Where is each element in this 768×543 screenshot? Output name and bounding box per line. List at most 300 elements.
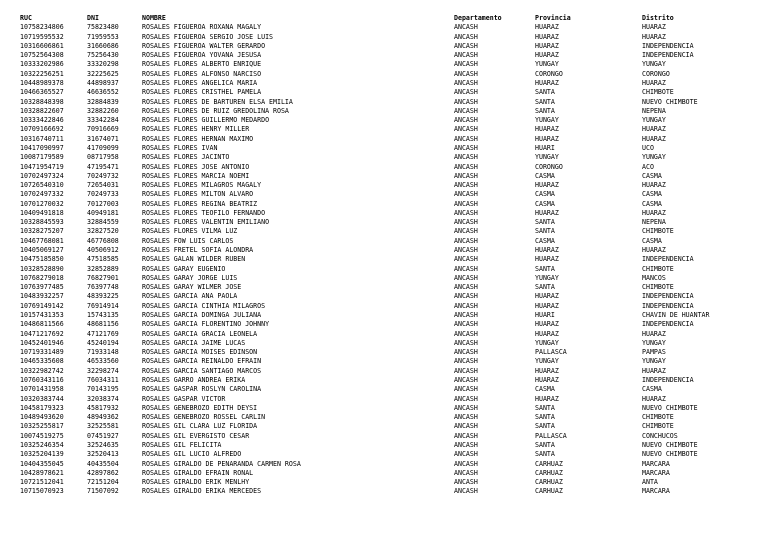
provincia-cell: SANTA xyxy=(535,413,555,422)
ruc-cell: 10489493620 xyxy=(20,413,64,422)
provincia-cell: SANTA xyxy=(535,227,555,236)
ruc-cell: 10709166692 xyxy=(20,125,64,134)
departamento-cell: ANCASH xyxy=(454,422,478,431)
table-row xyxy=(0,292,768,301)
departamento-cell: ANCASH xyxy=(454,41,478,50)
nombre-cell: ROSALES GARCIA GRACIA LEONELA xyxy=(142,329,258,338)
departamento-cell: ANCASH xyxy=(454,51,478,60)
dni-cell: 47518585 xyxy=(87,255,119,264)
ruc-cell: 10328275207 xyxy=(20,227,64,236)
table-row xyxy=(0,163,768,172)
ruc-cell: 10405069127 xyxy=(20,246,64,255)
distrito-cell: HUARAZ xyxy=(642,366,666,375)
dni-cell: 33320298 xyxy=(87,60,119,69)
table-row xyxy=(0,200,768,209)
nombre-cell: ROSALES GIRALDO ERIKA MERCEDES xyxy=(142,487,262,496)
nombre-cell: ROSALES GALAN WILDER RUBEN xyxy=(142,255,246,264)
distrito-cell: INDEPENDENCIA xyxy=(642,292,694,301)
ruc-cell: 10087179589 xyxy=(20,153,64,162)
departamento-cell: ANCASH xyxy=(454,116,478,125)
dni-cell: 71507092 xyxy=(87,487,119,496)
table-row xyxy=(0,88,768,97)
distrito-cell: NUEVO CHIMBOTE xyxy=(642,97,698,106)
nombre-cell: ROSALES GARCIA DOMINGA JULIANA xyxy=(142,311,262,319)
provincia-cell: HUARAZ xyxy=(535,32,559,41)
departamento-cell: ANCASH xyxy=(454,246,478,255)
provincia-cell: SANTA xyxy=(535,422,555,431)
nombre-cell: ROSALES FLORES ALFONSO NARCISO xyxy=(142,69,262,78)
ruc-cell: 10452401946 xyxy=(20,338,64,347)
ruc-cell: 10328528890 xyxy=(20,264,64,273)
ruc-cell: 10157431353 xyxy=(20,311,64,319)
ruc-cell: 10417090997 xyxy=(20,143,64,152)
dni-cell: 40949181 xyxy=(87,208,119,217)
dni-cell: 32884839 xyxy=(87,97,119,106)
distrito-cell: CASMA xyxy=(642,190,662,199)
nombre-cell: ROSALES FLORES ANGELICA MARIA xyxy=(142,78,258,87)
ruc-cell: 10471954719 xyxy=(20,162,64,171)
ruc-cell: 10316606861 xyxy=(20,41,64,50)
nombre-cell: ROSALES GARAY WILMER JOSE xyxy=(142,283,242,292)
provincia-cell: HUARAZ xyxy=(535,134,559,143)
departamento-cell: ANCASH xyxy=(454,311,478,319)
dni-cell: 72151204 xyxy=(87,478,119,487)
provincia-cell: SANTA xyxy=(535,403,555,412)
nombre-cell: ROSALES FLORES VILMA LUZ xyxy=(142,227,238,236)
provincia-cell: PALLASCA xyxy=(535,348,567,357)
distrito-cell: CASMA xyxy=(642,236,662,245)
departamento-cell: ANCASH xyxy=(454,60,478,69)
ruc-cell: 10471217692 xyxy=(20,329,64,338)
dni-cell: 75256430 xyxy=(87,51,119,60)
dni-cell: 32524635 xyxy=(87,440,119,449)
departamento-cell: ANCASH xyxy=(454,227,478,236)
distrito-cell: YUNGAY xyxy=(642,338,666,347)
distrito-cell: CHIMBOTE xyxy=(642,413,674,422)
dni-cell: 70143195 xyxy=(87,385,119,394)
departamento-cell: ANCASH xyxy=(454,181,478,190)
ruc-cell: 10483932257 xyxy=(20,292,64,301)
table-row xyxy=(0,60,768,69)
distrito-cell: CORONGO xyxy=(642,69,670,78)
departamento-cell: ANCASH xyxy=(454,264,478,273)
nombre-cell: ROSALES FLORES TEOFILO FERNANDO xyxy=(142,208,266,217)
nombre-cell: ROSALES GIL CLARA LUZ FLORIDA xyxy=(142,422,258,431)
ruc-cell: 10448989378 xyxy=(20,78,64,87)
dni-cell: 48393225 xyxy=(87,292,119,301)
ruc-cell: 10702497324 xyxy=(20,171,64,180)
provincia-cell: HUARAZ xyxy=(535,255,559,264)
departamento-cell: ANCASH xyxy=(454,190,478,199)
ruc-cell: 10458179323 xyxy=(20,403,64,412)
ruc-cell: 10760343116 xyxy=(20,375,64,384)
nombre-cell: ROSALES GARCIA SANTIAGO MARCOS xyxy=(142,366,262,375)
dni-cell: 71933148 xyxy=(87,348,119,357)
distrito-cell: INDEPENDENCIA xyxy=(642,41,694,50)
table-row xyxy=(0,107,768,116)
departamento-cell: ANCASH xyxy=(454,468,478,477)
departamento-cell: ANCASH xyxy=(454,236,478,245)
ruc-cell: 10333202986 xyxy=(20,60,64,69)
dni-cell: 32525581 xyxy=(87,422,119,431)
dni-cell: 31660686 xyxy=(87,41,119,50)
provincia-cell: CARHUAZ xyxy=(535,468,563,477)
dni-cell: 76914914 xyxy=(87,301,119,310)
nombre-cell: ROSALES FLORES ALBERTO ENRIQUE xyxy=(142,60,262,69)
distrito-cell: YUNGAY xyxy=(642,116,666,125)
departamento-cell: ANCASH xyxy=(454,487,478,496)
provincia-cell: CASMA xyxy=(535,171,555,180)
table-row xyxy=(0,330,768,339)
distrito-cell: ANTA xyxy=(642,478,658,487)
nombre-cell: ROSALES GIRALDO ERIK MENLHY xyxy=(142,478,250,487)
ruc-cell: 10726540310 xyxy=(20,181,64,190)
table-row xyxy=(0,385,768,394)
ruc-cell: 10325255817 xyxy=(20,422,64,431)
departamento-cell: ANCASH xyxy=(454,431,478,440)
departamento-cell: ANCASH xyxy=(454,329,478,338)
dni-cell: 32884559 xyxy=(87,218,119,227)
provincia-cell: HUARAZ xyxy=(535,23,559,32)
dni-cell: 32520413 xyxy=(87,450,119,459)
table-row xyxy=(0,395,768,404)
provincia-cell: SANTA xyxy=(535,450,555,459)
nombre-cell: ROSALES FLORES DE BARTUREN ELSA EMILIA xyxy=(142,97,293,106)
ruc-cell: 10328822607 xyxy=(20,106,64,115)
table-row xyxy=(0,33,768,42)
departamento-cell: ANCASH xyxy=(454,143,478,152)
distrito-cell: HUARAZ xyxy=(642,181,666,190)
distrito-cell: CHIMBOTE xyxy=(642,422,674,431)
table-body xyxy=(0,23,768,496)
departamento-cell: ANCASH xyxy=(454,125,478,134)
provincia-cell: HUARAZ xyxy=(535,246,559,255)
provincia-cell: HUARAZ xyxy=(535,51,559,60)
table-row xyxy=(0,255,768,264)
provincia-cell: YUNGAY xyxy=(535,116,559,125)
dni-cell: 71959553 xyxy=(87,32,119,41)
nombre-cell: ROSALES GASPAR ROSLYN CAROLINA xyxy=(142,385,262,394)
departamento-cell: ANCASH xyxy=(454,375,478,384)
dni-cell: 08717958 xyxy=(87,153,119,162)
table-row xyxy=(0,376,768,385)
nombre-cell: ROSALES GENEBROZO EDITH DEYSI xyxy=(142,403,258,412)
dni-cell: 70916669 xyxy=(87,125,119,134)
distrito-cell: YUNGAY xyxy=(642,357,666,366)
nombre-cell: ROSALES FIGUEROA YOVANA JESUSA xyxy=(142,51,262,60)
ruc-cell: 10404355045 xyxy=(20,459,64,468)
nombre-cell: ROSALES GIL FELICITA xyxy=(142,440,222,449)
nombre-cell: ROSALES FRETEL SOFIA ALONDRA xyxy=(142,246,254,255)
dni-cell: 32225625 xyxy=(87,69,119,78)
table-row xyxy=(0,209,768,218)
ruc-cell: 10325246354 xyxy=(20,440,64,449)
distrito-cell: HUARAZ xyxy=(642,32,666,41)
departamento-cell: ANCASH xyxy=(454,23,478,32)
provincia-cell: HUARAZ xyxy=(535,366,559,375)
departamento-cell: ANCASH xyxy=(454,153,478,162)
departamento-cell: ANCASH xyxy=(454,171,478,180)
ruc-cell: 10719331489 xyxy=(20,348,64,357)
nombre-cell: ROSALES GIL EVERGISTO CESAR xyxy=(142,431,250,440)
document-page xyxy=(0,14,768,497)
nombre-cell: ROSALES GARRO ANDREA ERIKA xyxy=(142,375,246,384)
departamento-cell: ANCASH xyxy=(454,88,478,97)
table-row xyxy=(0,487,768,496)
distrito-cell: CHIMBOTE xyxy=(642,264,674,273)
departamento-cell: ANCASH xyxy=(454,320,478,329)
table-row xyxy=(0,246,768,255)
departamento-cell: ANCASH xyxy=(454,208,478,217)
departamento-cell: ANCASH xyxy=(454,413,478,422)
departamento-cell: ANCASH xyxy=(454,450,478,459)
table-row xyxy=(0,478,768,487)
distrito-cell: MARCARA xyxy=(642,487,670,496)
departamento-cell: ANCASH xyxy=(454,32,478,41)
ruc-cell: 10316740711 xyxy=(20,134,64,143)
table-row xyxy=(0,51,768,60)
nombre-cell: ROSALES FIGUEROA SERGIO JOSE LUIS xyxy=(142,32,274,41)
table-row xyxy=(0,23,768,32)
table-row xyxy=(0,125,768,134)
dni-cell: 47121769 xyxy=(87,329,119,338)
dni-cell: 76827901 xyxy=(87,273,119,282)
table-row xyxy=(0,339,768,348)
provincia-cell: YUNGAY xyxy=(535,60,559,69)
dni-cell: 46636552 xyxy=(87,88,119,97)
table-row xyxy=(0,135,768,144)
table-row xyxy=(0,441,768,450)
dni-cell: 70249732 xyxy=(87,171,119,180)
header-provincia: Provincia xyxy=(535,14,571,22)
ruc-cell: 10074519275 xyxy=(20,431,64,440)
table-row xyxy=(0,469,768,478)
provincia-cell: SANTA xyxy=(535,97,555,106)
ruc-cell: 10715070923 xyxy=(20,487,64,496)
provincia-cell: PALLASCA xyxy=(535,431,567,440)
departamento-cell: ANCASH xyxy=(454,162,478,171)
departamento-cell: ANCASH xyxy=(454,459,478,468)
dni-cell: 32882260 xyxy=(87,106,119,115)
ruc-cell: 10409491818 xyxy=(20,208,64,217)
departamento-cell: ANCASH xyxy=(454,78,478,87)
nombre-cell: ROSALES FLORES MARCIA NOEMI xyxy=(142,171,250,180)
distrito-cell: INDEPENDENCIA xyxy=(642,255,694,264)
dni-cell: 45817932 xyxy=(87,403,119,412)
provincia-cell: HUARAZ xyxy=(535,301,559,310)
ruc-cell: 10752564308 xyxy=(20,51,64,60)
nombre-cell: ROSALES GARAY EUGENIO xyxy=(142,264,226,273)
dni-cell: 42897862 xyxy=(87,468,119,477)
distrito-cell: HUARAZ xyxy=(642,23,666,32)
ruc-cell: 10322982742 xyxy=(20,366,64,375)
provincia-cell: SANTA xyxy=(535,88,555,97)
distrito-cell: HUARAZ xyxy=(642,78,666,87)
nombre-cell: ROSALES FLORES MILTON ALVARO xyxy=(142,190,254,199)
nombre-cell: ROSALES FLORES JOSE ANTONIO xyxy=(142,162,250,171)
provincia-cell: HUARAZ xyxy=(535,208,559,217)
provincia-cell: CASMA xyxy=(535,199,555,208)
nombre-cell: ROSALES GENEBROZO ROSSEL CARLIN xyxy=(142,413,266,422)
provincia-cell: HUARI xyxy=(535,143,555,152)
distrito-cell: NUEVO CHIMBOTE xyxy=(642,450,698,459)
dni-cell: 75823480 xyxy=(87,23,119,32)
dni-cell: 70127003 xyxy=(87,199,119,208)
nombre-cell: ROSALES FLORES JACINTO xyxy=(142,153,230,162)
header-ruc: RUC xyxy=(20,14,32,22)
table-row xyxy=(0,274,768,283)
ruc-cell: 10701431958 xyxy=(20,385,64,394)
provincia-cell: SANTA xyxy=(535,106,555,115)
table-row xyxy=(0,79,768,88)
nombre-cell: ROSALES GARAY JORGE LUIS xyxy=(142,273,238,282)
provincia-cell: YUNGAY xyxy=(535,153,559,162)
departamento-cell: ANCASH xyxy=(454,283,478,292)
distrito-cell: CHIMBOTE xyxy=(642,88,674,97)
provincia-cell: CARHUAZ xyxy=(535,459,563,468)
ruc-cell: 10475185850 xyxy=(20,255,64,264)
header-distrito: Distrito xyxy=(642,14,674,22)
table-row xyxy=(0,181,768,190)
provincia-cell: SANTA xyxy=(535,283,555,292)
distrito-cell: NUEVO CHIMBOTE xyxy=(642,403,698,412)
distrito-cell: CHIMBOTE xyxy=(642,283,674,292)
provincia-cell: CORONGO xyxy=(535,69,563,78)
provincia-cell: CASMA xyxy=(535,190,555,199)
nombre-cell: ROSALES FLORES VALENTIN EMILIANO xyxy=(142,218,270,227)
table-row xyxy=(0,320,768,329)
dni-cell: 33342284 xyxy=(87,116,119,125)
nombre-cell: ROSALES FIGUEROA WALTER GERARDO xyxy=(142,41,266,50)
table-row xyxy=(0,190,768,199)
table-row xyxy=(0,460,768,469)
ruc-cell: 10769149142 xyxy=(20,301,64,310)
distrito-cell: CONCHUCOS xyxy=(642,431,678,440)
departamento-cell: ANCASH xyxy=(454,273,478,282)
ruc-cell: 10328848398 xyxy=(20,97,64,106)
departamento-cell: ANCASH xyxy=(454,199,478,208)
nombre-cell: ROSALES GARCIA CINTHIA MILAGROS xyxy=(142,301,266,310)
table-row xyxy=(0,116,768,125)
departamento-cell: ANCASH xyxy=(454,403,478,412)
nombre-cell: ROSALES FLORES DE RUIZ GREDOLINA ROSA xyxy=(142,106,289,115)
ruc-cell: 10721512041 xyxy=(20,478,64,487)
nombre-cell: ROSALES GIL LUCIO ALFREDO xyxy=(142,450,242,459)
distrito-cell: CHIMBOTE xyxy=(642,227,674,236)
dni-cell: 32298274 xyxy=(87,366,119,375)
table-row xyxy=(0,422,768,431)
table-row xyxy=(0,153,768,162)
distrito-cell: ACO xyxy=(642,162,654,171)
nombre-cell: ROSALES FLORES MILAGROS MAGALY xyxy=(142,181,262,190)
dni-cell: 47195471 xyxy=(87,162,119,171)
departamento-cell: ANCASH xyxy=(454,338,478,347)
dni-cell: 48949362 xyxy=(87,413,119,422)
provincia-cell: HUARAZ xyxy=(535,78,559,87)
provincia-cell: HUARAZ xyxy=(535,375,559,384)
nombre-cell: ROSALES GARCIA REINALDO EFRAIN xyxy=(142,357,262,366)
provincia-cell: HUARAZ xyxy=(535,329,559,338)
provincia-cell: YUNGAY xyxy=(535,357,559,366)
nombre-cell: ROSALES FLORES CRISTHEL PAMELA xyxy=(142,88,262,97)
nombre-cell: ROSALES FLORES HENRY MILLER xyxy=(142,125,250,134)
table-row xyxy=(0,98,768,107)
dni-cell: 41709099 xyxy=(87,143,119,152)
provincia-cell: HUARAZ xyxy=(535,125,559,134)
table-row xyxy=(0,265,768,274)
nombre-cell: ROSALES GARCIA ANA PAOLA xyxy=(142,292,238,301)
provincia-cell: YUNGAY xyxy=(535,273,559,282)
distrito-cell: YUNGAY xyxy=(642,60,666,69)
table-row xyxy=(0,348,768,357)
provincia-cell: SANTA xyxy=(535,218,555,227)
distrito-cell: YUNGAY xyxy=(642,153,666,162)
departamento-cell: ANCASH xyxy=(454,69,478,78)
dni-cell: 07451927 xyxy=(87,431,119,440)
provincia-cell: CARHUAZ xyxy=(535,478,563,487)
departamento-cell: ANCASH xyxy=(454,357,478,366)
departamento-cell: ANCASH xyxy=(454,348,478,357)
distrito-cell: MARCARA xyxy=(642,459,670,468)
ruc-cell: 10702497332 xyxy=(20,190,64,199)
provincia-cell: HUARI xyxy=(535,311,555,319)
provincia-cell: CASMA xyxy=(535,385,555,394)
dni-cell: 32852889 xyxy=(87,264,119,273)
dni-cell: 45240194 xyxy=(87,338,119,347)
distrito-cell: CASMA xyxy=(642,199,662,208)
departamento-cell: ANCASH xyxy=(454,134,478,143)
header-nombre: NOMBRE xyxy=(142,14,166,22)
distrito-cell: MANCOS xyxy=(642,273,666,282)
table-row xyxy=(0,144,768,153)
distrito-cell: NEPEÑA xyxy=(642,218,666,227)
distrito-cell: HUARAZ xyxy=(642,394,666,403)
departamento-cell: ANCASH xyxy=(454,218,478,227)
distrito-cell: CASMA xyxy=(642,385,662,394)
table-row xyxy=(0,42,768,51)
departamento-cell: ANCASH xyxy=(454,366,478,375)
ruc-cell: 10466365527 xyxy=(20,88,64,97)
header-departamento: Departamento xyxy=(454,14,502,22)
distrito-cell: HUARAZ xyxy=(642,125,666,134)
table-row xyxy=(0,404,768,413)
table-row xyxy=(0,367,768,376)
provincia-cell: CORONGO xyxy=(535,162,563,171)
nombre-cell: ROSALES GARCIA FLORENTINO JOHNNY xyxy=(142,320,270,329)
nombre-cell: ROSALES GARCIA MOISES EDINSON xyxy=(142,348,258,357)
dni-cell: 15743135 xyxy=(87,311,119,319)
nombre-cell: ROSALES FLORES IVAN xyxy=(142,143,218,152)
distrito-cell: HUARAZ xyxy=(642,134,666,143)
ruc-cell: 10701270032 xyxy=(20,199,64,208)
nombre-cell: ROSALES FLORES GUILLERMO MEDARDO xyxy=(142,116,270,125)
table-row xyxy=(0,302,768,311)
provincia-cell: HUARAZ xyxy=(535,292,559,301)
distrito-cell: HUARAZ xyxy=(642,246,666,255)
provincia-cell: HUARAZ xyxy=(535,41,559,50)
dni-cell: 76397748 xyxy=(87,283,119,292)
departamento-cell: ANCASH xyxy=(454,385,478,394)
ruc-cell: 10333422846 xyxy=(20,116,64,125)
ruc-cell: 10719595532 xyxy=(20,32,64,41)
provincia-cell: CASMA xyxy=(535,236,555,245)
ruc-cell: 10467768081 xyxy=(20,236,64,245)
distrito-cell: HUARAZ xyxy=(642,329,666,338)
table-row xyxy=(0,357,768,366)
distrito-cell: PAMPAS xyxy=(642,348,666,357)
provincia-cell: HUARAZ xyxy=(535,320,559,329)
distrito-cell: CASMA xyxy=(642,171,662,180)
